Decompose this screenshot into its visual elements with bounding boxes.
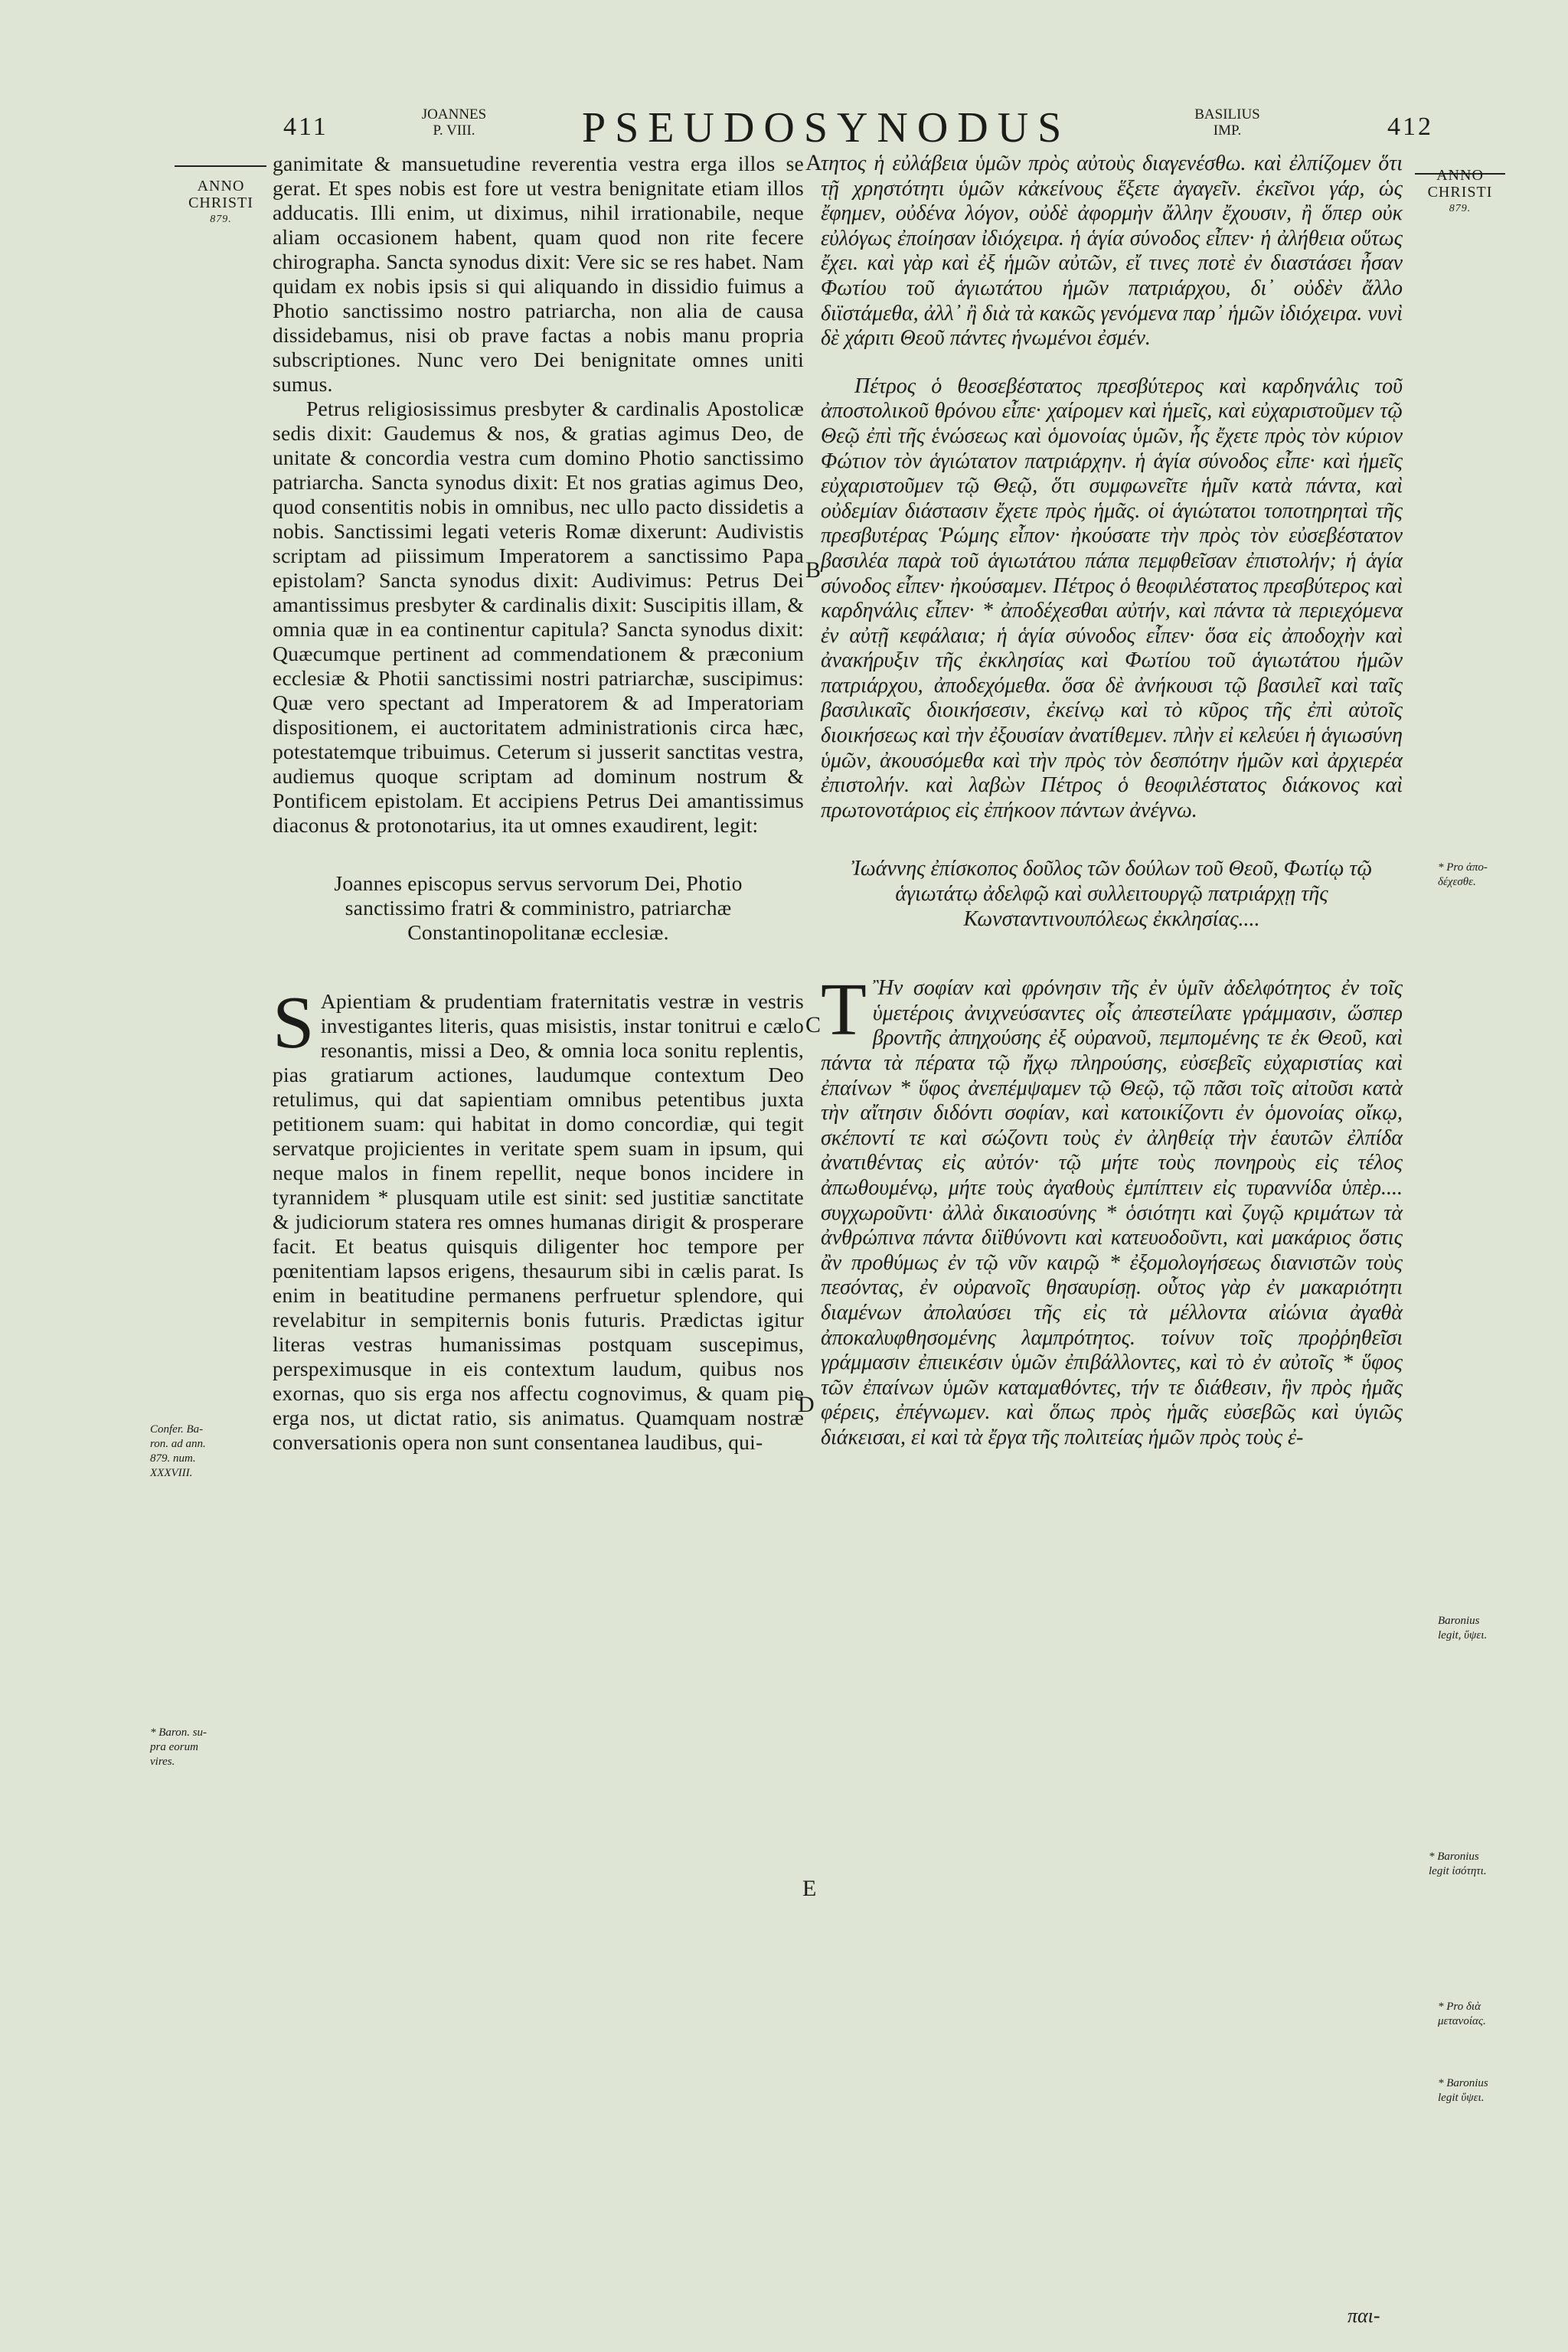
page-number-right: 412 <box>1387 113 1433 141</box>
note-line: * Baronius <box>1429 1851 1479 1863</box>
section-letter-c: C <box>805 1012 822 1037</box>
greek-column <box>821 152 1403 1451</box>
margin-note-right-2 <box>1438 1614 1522 1643</box>
author-left <box>397 106 511 139</box>
section-letter-b: B <box>805 557 822 583</box>
latin-column <box>273 152 804 1455</box>
note-line: XXXVIII. <box>150 1467 193 1479</box>
margin-note-right-1 <box>1438 861 1522 890</box>
page-number-left: 411 <box>283 113 328 141</box>
margin-note-left-2 <box>150 1726 234 1769</box>
note-line: * Baronius <box>1438 2077 1488 2089</box>
note-line: * Pro διὰ <box>1438 2001 1481 2013</box>
note-line: pra eorum <box>150 1741 198 1753</box>
anno-word: ANNO <box>1436 167 1484 184</box>
year-number: 879. <box>210 214 232 225</box>
note-line: Baronius <box>1438 1615 1480 1627</box>
latin-paragraph-3 <box>273 982 804 1455</box>
note-line: * Baron. su- <box>150 1726 207 1739</box>
section-letter-a: A <box>805 150 822 175</box>
note-line: legit ὕψει. <box>1438 2092 1485 2104</box>
greek-paragraph-2: Πέτρος ὁ θεοσεβέστατος πρεσβύτερος καὶ καρδηνάλις τοῦ ἀποστολικοῦ θρόνου εἶπε· χαίρομεν καὶ ἡμεῖς, καὶ εὐχαριστοῦμεν τῷ Θεῷ ἐπὶ τῆς ἑνώσεως καὶ ὁμονοίας ὑμῶν, ἧς ἔχετε πρὸς τὸν κύριον Φώτιον τὸν ἁγιώτατον πατριάρχην. ἡ ἁγία σύνοδος εἶπε· καὶ ἡμεῖς εὐχαριστοῦμεν τῷ Θεῷ, ὅτι συμφωνεῖτε ἡμῖν κατὰ πάντα, καὶ οὐδεμίαν διάστασιν ἔχετε πρὸς ἡμᾶς. οἱ ἁγιώτατοι τοποτηρηταὶ τῆς πρεσβυτέρας Ῥώμης εἶπον· ἠκούσατε τὴν πρὸς τὸν εὐσεβέστατον βασιλέα παρὰ τοῦ ἁγιωτάτου πάπα πεμφθεῖσαν ἐπιστολήν; ἡ ἁγία σύνοδος εἶπεν· ἠκούσαμεν. Πέτρος ὁ θεοφιλέστατος πρεσβύτερος καὶ καρδηνάλις εἶπεν· * ἀποδέχεσθαι αὐτήν, καὶ πάντα τὰ περιεχόμενα ἐν αὐτῇ κεφάλαια; ἡ ἁγία σύνοδος εἶπεν· ὅσα εἰς ἀποδοχὴν καὶ ἀνακήρυξιν τῆς ἐκκλησίας καὶ Φωτίου τοῦ ἁγιωτάτου ἡμῶν πατριάρχου, ἀποδεχόμεθα. ὅσα δὲ ἀνήκουσι τῷ βασιλεῖ καὶ ταῖς βασιλικαῖς διοικήσεσιν, ἐκείνῳ καὶ τὸ κῦρος τῆς ἐπὶ αὐτοῖς διοικήσεως καὶ τὴν ἐξουσίαν ἀνατίθεμεν. πλὴν εἰ κελεύει ἡ ἁγιωσύνη ὑμῶν, ἀκουσόμεθα καὶ τὴν πρὸς τὸν δεσπότην ἡμῶν καὶ ἀρχιερέα ἐπιστολήν. καὶ λαβὼν Πέτρος ὁ θεοφιλέστατος διάκονος καὶ πρωτονοτάριος εἰς ἐπήκοον πάντων ἀνέγνω. <box>821 374 1403 822</box>
author-left-name: JOANNES <box>421 106 487 122</box>
margin-note-right-5 <box>1438 2076 1522 2105</box>
latin-paragraph-2: Petrus religiosissimus presbyter & cardinalis Apostolicæ sedis dixit: Gaudemus & nos, & gratias agimus Deo, de unitate & concordia vestra cum domino Photio sanctissimo patriarcha. Sancta synodus dixit: Et nos gratias agimus Deo, quod consentitis nobis in omnibus, nec ullo pacto dissidetis a nobis. Sanctissimi legati veteris Romæ dixerunt: Audivistis scriptam ad piissimum Imperatorem a sanctissimo Papa epistolam? Sancta synodus dixit: Audivimus: Petrus Dei amantissimus presbyter & cardinalis dixit: Suscipitis illam, & omnia quæ in ea continentur capitula? Sancta synodus dixit: Quæcumque pertinent ad commendationem & præconium ecclesiæ & Photii sanctissimi nostri patriarchæ, suscipimus: Quæ vero spectant ad Imperatorem & ad Imperatoriam dispositionem, ei auctoritatem administrationis circa hæc, potestatemque tribuimus. Ceterum si jusserit sanctitas vestra, audiemus quoque scriptam ad dominum nostrum & Pontificem epistolam. Et accipiens Petrus Dei amantissimus diaconus & protonotarius, ita ut omnes exaudirent, legit: <box>273 397 804 837</box>
greek-drop-cap: T <box>821 969 867 1052</box>
author-right <box>1170 106 1285 139</box>
catchword: παι- <box>1348 2305 1380 2327</box>
note-line: * Pro ἀπο- <box>1438 861 1488 874</box>
anno-christi-left <box>173 178 269 228</box>
latin-drop-cap: S <box>273 982 315 1064</box>
section-letter-d: D <box>798 1392 815 1417</box>
note-line: μετανοίας. <box>1438 2015 1486 2027</box>
author-left-title: P. VIII. <box>433 122 475 139</box>
section-letter-e: E <box>802 1876 817 1901</box>
note-line: Confer. Ba- <box>150 1423 204 1436</box>
note-line: vires. <box>150 1756 175 1768</box>
greek-letter-address: Ἰωάννης ἐπίσκοπος δοῦλος τῶν δούλων τοῦ Θεοῦ, Φωτίῳ τῷ ἁγιωτάτῳ ἀδελφῷ καὶ συλλειτουργῷ πατριάρχῃ τῆς Κωνσταντινουπόλεως ἐκκλησίας.... <box>851 857 1373 931</box>
year-number: 879. <box>1449 203 1472 214</box>
author-right-title: IMP. <box>1213 122 1242 139</box>
christi-word: CHRISTI <box>1427 184 1493 201</box>
margin-note-left-1 <box>150 1423 234 1481</box>
latin-paragraph-3-text: Apientiam & prudentiam fraternitatis vestræ in vestris investigantes literis, quas misistis, instar tonitrui e cælo resonantis, missi a Deo, & omnia loca sonitu replentis, pias gratiarum actiones, laudumque contextum Deo retulimus, qui dat sapientiam omnibus petentibus juxta petitionem suam: qui habitat in domo concordiæ, qui tegit servatque projicientes in veritate spem suam in ipsum, qui neque malos in finem repellit, neque bonos incidere in tyrannidem * plusquam utile est sinit: sed justitiæ sanctitate & judiciorum statera res omnes humanas dirigit & prosperare facit. Et beatus quisquis diligenter hoc tempore per pœnitentiam lapsos erigens, thesaurum sibi in cælis parat. Is enim in beatitudine permanens perfruetur splendore, qui revelabitur in sempiternis bonis futuris. Prædictas igitur literas vestras humanissimas postquam suscepimus, perspeximusque in eis contextum laudum, quibus nos exornas, quo sis erga nos affectu cognovimus, & quam pie erga nos, ut dictat ratio, sis animatus. Quamquam nostræ conversationis opera non sunt consentanea laudibus, qui- <box>273 989 804 1454</box>
note-line: legit ἰσότητι. <box>1429 1865 1487 1877</box>
author-right-name: BASILIUS <box>1194 106 1260 122</box>
greek-paragraph-1: τητος ἡ εὐλάβεια ὑμῶν πρὸς αὐτοὺς διαγενέσθω. καὶ ἐλπίζομεν ὅτι τῇ χρηστότητι ὑμῶν κἀκείνους ἕξετε ἀγαγεῖν. ἐκεῖνοι γάρ, ὡς ἔφημεν, οὐδένα λόγον, οὐδὲ ἀφορμὴν ἄλλην ἔχουσιν, ἢ ὅπερ οὐκ εὐλόγως ἐποίησαν ἰδιόχειρα. ἡ ἁγία σύνοδος εἶπεν· ἡ ἀλήθεια οὕτως ἔχει. καὶ γὰρ καὶ ἐξ ἡμῶν αὐτῶν, εἴ τινες ποτὲ ἐν διαστάσει ἦσαν Φωτίου τοῦ ἁγιωτάτου ἡμῶν πατριάρχου, δι᾽ οὐδὲν ἄλλο διϊστάμεθα, ἀλλ᾽ ἢ διὰ τὰ κακῶς γενόμενα παρ᾽ ἡμῶν ἰδιόχειρα. νυνὶ δὲ χάριτι Θεοῦ πάντες ἡνωμένοι ἐσμέν. <box>821 152 1403 351</box>
anno-word: ANNO <box>197 178 245 194</box>
margin-note-right-4 <box>1438 2000 1522 2029</box>
greek-paragraph-3-text: Ἢν σοφίαν καὶ φρόνησιν τῆς ἐν ὑμῖν ἀδελφότητος ἐν τοῖς ὑμετέροις ἀνιχνεύσαντες οἷς ἀπεστείλατε γράμμασιν, ὥσπερ βροντῆς ἀπηχούσης ἐξ οὐρανοῦ, πεμπομένης τε ἐκ Θεοῦ, καὶ πάντα τὰ πέρατα τῷ ἤχῳ πληρούσης, εὐσεβεῖς εὐχαριστίας καὶ ἐπαίνων * ὕφος ἀνεπέμψαμεν τῷ Θεῷ, τῷ πᾶσι τοῖς αἰτοῦσι κατὰ τὴν αἴτησιν διδόντι σοφίαν, καὶ κατοικίζοντι ἐν ὁμονοίας οἴκῳ, σκέποντί τε καὶ σώζοντι τοὺς ἐν ἀληθείᾳ τὴν ἑαυτῶν ἐλπίδα ἀνατιθέντας εἰς αὐτόν· τῷ μήτε τοὺς πονηροὺς εἰς τέλος ἀπωθουμένῳ, μήτε τοὺς ἀγαθοὺς ἐμπίπτειν εἰς τυραννίδα ὑπὲρ.... συγχωροῦντι· ἀλλὰ δικαιοσύνης * ὁσιότητι καὶ ζυγῷ κριμάτων τὰ ἀνθρώπινα πάντα διϊθύνοντι καὶ κατευοδοῦντι, καὶ μακάριος ὅστις ἂν προθύμως ἐν τῷ νῦν καιρῷ * ἐξομολογήσεως διανιστῶν τοὺς πεσόντας, ἐν οὐρανοῖς θησαυρίσῃ. οὗτος γὰρ ἐν μακαριότητι διαμένων ἀπολαύσει τῆς εἰς τὰ μέλλοντα αἰώνια ἀγαθὰ ἀποκαλυφθησομένης λαμπρότητος. τοίνυν τοῖς προῤῥηθεῖσι γράμμασιν ἐπιεικέσιν ὑμῶν ἐπιβάλλοντες, καὶ τὸ ἐν αὐτοῖς * ὕφος τῶν ἐπαίνων ὑμῶν καταμαθόντες, τήν τε διάθεσιν, ἣν πρὸς ἡμᾶς φέρεις, ἐπέγνωμεν. καὶ ὅπως πρὸς ἡμᾶς εὐσεβῶς καὶ ὑγιῶς διάκεισαι, εἰ καὶ τὰ ἔργα τῆς πολιτείας ἡμῶν πρὸς τοὺς ἐ- <box>821 976 1403 1449</box>
latin-paragraph-1: ganimitate & mansuetudine reverentia vestra erga illos se gerat. Et spes nobis est fore ut vestra benignitate etiam illos adducatis. Illi enim, ut diximus, nihil irrationabile, neque aliam occasionem habent, quam quod non rite fecere chirographa. Sancta synodus dixit: Vere sic se res habet. Nam quidam ex nobis ipsis si qui aliquando in dissidio fuimus a Photio sanctissimo nostro patriarcha, non alia de causa dissidebamus, nisi ob prave factas a nobis manu propria subscriptiones. Nunc vero Dei benignitate omnes uniti sumus. <box>273 152 804 396</box>
note-line: legit, ὕψει. <box>1438 1629 1488 1642</box>
anno-christi-right <box>1413 167 1507 217</box>
note-line: δέχεσθε. <box>1438 876 1476 888</box>
margin-note-right-3 <box>1429 1850 1528 1879</box>
note-line: ron. ad ann. <box>150 1438 206 1450</box>
note-line: 879. num. <box>150 1452 196 1465</box>
greek-paragraph-3 <box>821 969 1403 1450</box>
christi-word: CHRISTI <box>188 194 253 211</box>
anno-rule-left <box>175 165 266 167</box>
running-title: PSEUDOSYNODUS <box>582 104 1071 152</box>
latin-letter-address: Joannes episcopus servus servorum Dei, Photio sanctissimo fratri & comministro, patriarchæ Constantinopolitanæ ecclesiæ. <box>334 871 743 944</box>
